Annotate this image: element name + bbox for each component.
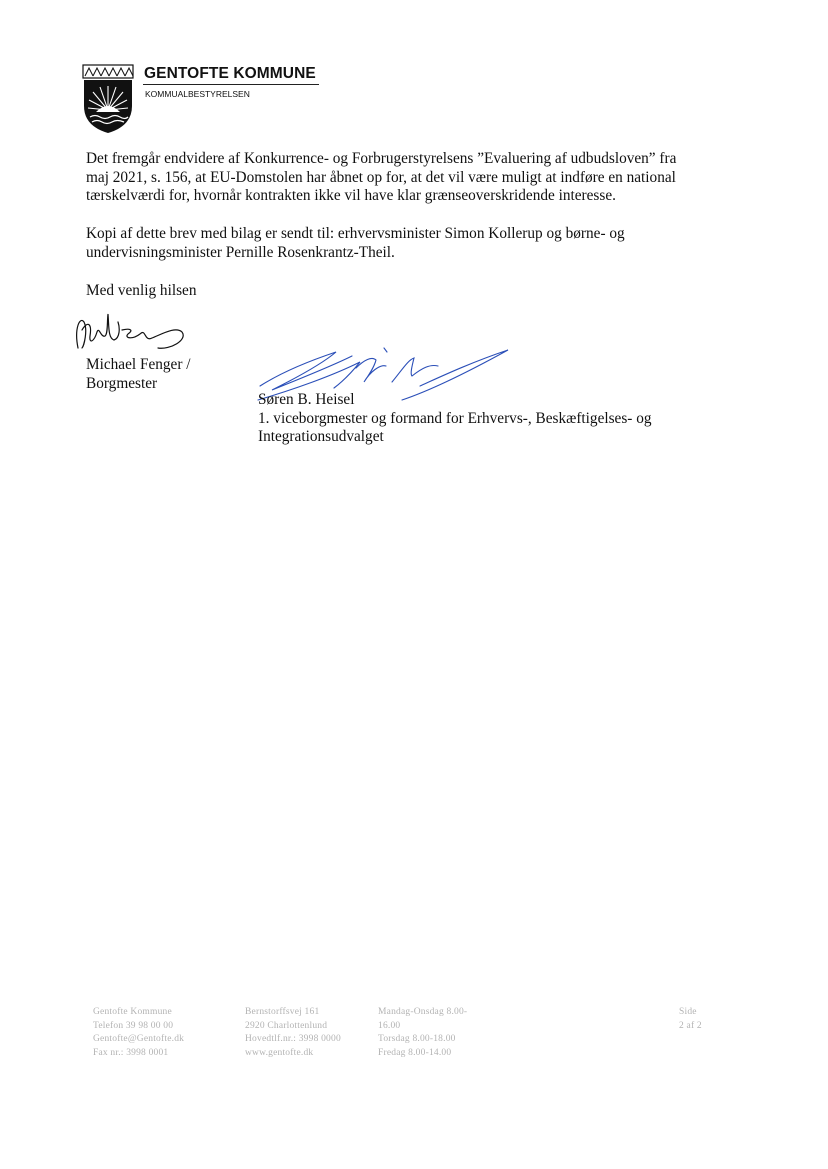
footer-line: 2 af 2 [679, 1020, 702, 1031]
footer-line: Telefon 39 98 00 00 [93, 1020, 174, 1031]
signatory-1 [86, 356, 191, 393]
body-paragraph-2 [86, 225, 625, 262]
organization-subtitle: KOMMUALBESTYRELSEN [145, 89, 250, 99]
paragraph-line: maj 2021, s. 156, at EU-Domstolen har åbnet op for, at det vil være muligt at indføre en national [86, 168, 676, 186]
signature-michael-fenger [70, 308, 200, 358]
letterhead-divider [143, 84, 319, 85]
footer-line: Hovedtlf.nr.: 3998 0000 [245, 1034, 341, 1045]
footer-line: Fredag 8.00-14.00 [378, 1047, 452, 1058]
footer-page-number [679, 1006, 702, 1033]
body-paragraph-1 [86, 150, 676, 206]
closing-salutation: Med venlig hilsen [86, 282, 197, 299]
footer-line: Gentofte@Gentofte.dk [93, 1034, 185, 1045]
footer-line: Gentofte Kommune [93, 1007, 172, 1017]
footer-address [245, 1006, 341, 1060]
signatory-1-title: Borgmester [86, 374, 158, 392]
coat-of-arms-icon [82, 64, 134, 134]
footer-line: Bernstorffsvej 161 [245, 1007, 320, 1017]
paragraph-line: undervisningsminister Pernille Rosenkrantz-Theil. [86, 243, 395, 261]
signatory-2-name: Søren B. Heisel [258, 391, 355, 408]
footer-line: Side [679, 1007, 697, 1017]
paragraph-line: Det fremgår endvidere af Konkurrence- og Forbrugerstyrelsens ”Evaluering af udbudsloven” fra [86, 150, 677, 167]
organization-name: GENTOFTE KOMMUNE [144, 65, 316, 82]
paragraph-line: Kopi af dette brev med bilag er sendt til: erhvervsminister Simon Kollerup og børne- og [86, 225, 625, 242]
footer-contact [93, 1006, 184, 1060]
footer-line: 2920 Charlottenlund [245, 1020, 328, 1031]
footer-line: Mandag-Onsdag 8.00- [378, 1007, 468, 1017]
footer-line: 16.00 [378, 1020, 401, 1031]
signatory-2-title-line: Integrationsudvalget [258, 428, 384, 445]
footer-line: Fax nr.: 3998 0001 [93, 1047, 169, 1058]
signatory-2-title-line: 1. viceborgmester og formand for Erhvervs-, Beskæftigelses- og [258, 409, 652, 427]
signatory-1-name: Michael Fenger / [86, 356, 191, 373]
footer-opening-hours [378, 1006, 467, 1060]
footer-line: www.gentofte.dk [245, 1047, 314, 1058]
signatory-2 [258, 391, 652, 447]
footer-line: Torsdag 8.00-18.00 [378, 1034, 456, 1045]
paragraph-line: tærskelværdi for, hvornår kontrakten ikke vil have klar grænseoverskridende interesse. [86, 187, 616, 204]
